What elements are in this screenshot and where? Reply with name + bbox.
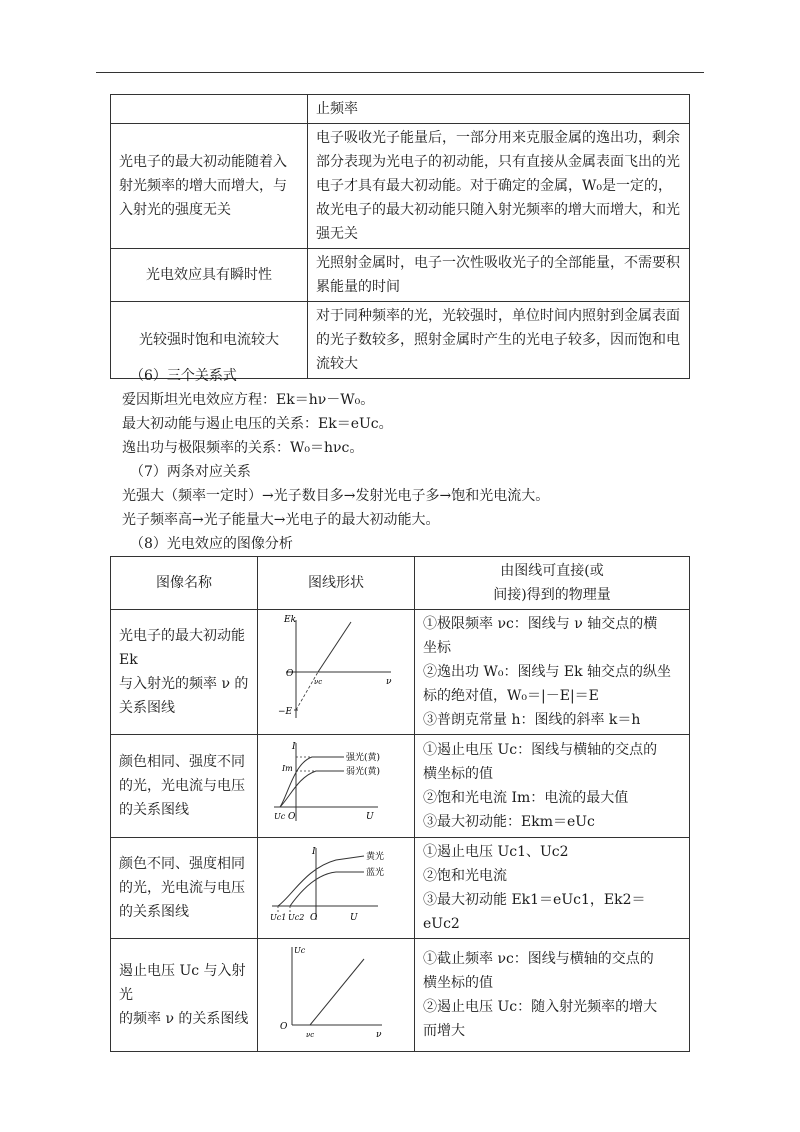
graph-name-line: 颜色不同、强度相同 <box>119 856 245 872</box>
graph-name-line: 光电子的最大初动能 Ek <box>119 628 245 668</box>
graph-cell <box>258 610 415 735</box>
relation-line: 光子频率高→光子能量大→光电子的最大初动能大。 <box>122 512 440 528</box>
quantity-line: ③普朗克常量 h：图线的斜率 k＝h <box>423 712 641 728</box>
section7-title: （7）两条对应关系 <box>130 464 251 480</box>
relation-line: 光强大（频率一定时）→光子数目多→发射光电子多→饱和光电流大。 <box>122 488 550 504</box>
quantity-line: ①遏止电压 Uc1、Uc2 <box>423 844 569 860</box>
weak-light-curve <box>280 771 344 807</box>
graph-cell <box>258 838 415 939</box>
i-u-intensity-graph <box>266 735 406 829</box>
graph-name-cell <box>111 838 258 939</box>
header-rule <box>96 72 704 73</box>
graph-name-line: 的光，光电流与电压 <box>119 778 245 794</box>
quantity-line: ①遏止电压 Uc：图线与横轴的交点的 <box>423 742 658 758</box>
quantity-line: 标的绝对值，W₀＝|－E|＝E <box>423 688 599 704</box>
tick-label: Im <box>282 764 293 773</box>
quantity-line: ②饱和光电流 Im：电流的最大值 <box>423 790 629 806</box>
graph-name-cell <box>111 735 258 838</box>
graph-name-line: 颜色相同、强度不同 <box>119 754 245 770</box>
ek-line <box>318 622 351 672</box>
tick-label: νc <box>306 1031 315 1039</box>
graph-name-line: 与入射光的频率 ν 的 <box>119 676 249 692</box>
origin-label: O <box>310 913 318 923</box>
axis-label: ν <box>376 1030 382 1040</box>
graph-cell <box>258 735 415 838</box>
explanation-table <box>110 94 690 379</box>
quantity-line: ①极限频率 νc：图线与 ν 轴交点的横 <box>423 616 658 632</box>
table1-cell: 光照射金属时，电子一次性吸收光子的全部能量，不需要积累能量的时间 <box>308 249 690 302</box>
legend-label: 弱光(黄) <box>346 767 381 777</box>
legend-label: 蓝光 <box>366 868 385 878</box>
header-graph-name: 图像名称 <box>111 557 258 610</box>
graph-name-line: 的光，光电流与电压 <box>119 880 245 896</box>
quantity-cell <box>415 939 690 1052</box>
uc-line <box>310 959 364 1025</box>
graph-name-cell <box>111 939 258 1052</box>
graph-analysis-table <box>110 556 690 1052</box>
section8-title: （8）光电效应的图像分析 <box>130 536 293 552</box>
equation-line: 最大初动能与遏止电压的关系：Ek＝eUc。 <box>122 416 393 432</box>
quantity-line: 横坐标的值 <box>423 975 493 991</box>
table1-cell: 止频率 <box>308 95 690 124</box>
quantity-line: ①截止频率 νc：图线与横轴的交点的 <box>423 951 654 967</box>
axis-label: U <box>350 913 358 923</box>
equation-line: 爱因斯坦光电效应方程：Ek＝hν－W₀。 <box>122 392 375 408</box>
header-line: 间接)得到的物理量 <box>493 587 611 603</box>
tick-label: νc <box>314 678 323 686</box>
table1-cell: 光电子的最大初动能随着入射光频率的增大而增大，与入射光的强度无关 <box>111 124 308 249</box>
axis-label: Ek <box>284 615 297 625</box>
i-u-color-graph <box>266 842 406 926</box>
axis-label: ν <box>386 677 392 687</box>
origin-label: O <box>286 669 294 679</box>
blue-light-curve <box>290 872 364 906</box>
graph-name-line: 的关系图线 <box>119 904 189 920</box>
graph-name-line: 遏止电压 Uc 与入射光 <box>119 963 246 1003</box>
tick-label: Uc <box>274 812 286 821</box>
graph-name-line: 关系图线 <box>119 700 175 716</box>
quantity-cell <box>415 838 690 939</box>
table1-cell: 光较强时饱和电流较大 <box>111 302 308 379</box>
table1-cell: 电子吸收光子能量后，一部分用来克服金属的逸出功，剩余部分表现为光电子的初动能，只有直接从金属表面飞出的光电子才具有最大初动能。对于确定的金属，W₀是一定的，故光电子的最大初动能只随入射光频率的增大而增大，和光强无关 <box>308 124 690 249</box>
axis-label: U <box>366 812 374 822</box>
quantity-line: 坐标 <box>423 640 451 656</box>
ek-nu-graph <box>266 610 406 726</box>
table1-cell: 光电效应具有瞬时性 <box>111 249 308 302</box>
header-physical-quantity <box>415 557 690 610</box>
quantity-cell <box>415 735 690 838</box>
table1-cell <box>111 95 308 124</box>
uc-nu-graph <box>266 939 406 1043</box>
header-line: 由图线可直接(或 <box>500 563 604 579</box>
quantity-line: 横坐标的值 <box>423 766 493 782</box>
table1-cell: 对于同种频率的光，光较强时，单位时间内照射到金属表面的光子数较多，照射金属时产生的光电子较多，因而饱和电流较大 <box>308 302 690 379</box>
yellow-light-curve <box>278 856 364 906</box>
origin-label: O <box>280 1022 288 1032</box>
quantity-line: ③最大初动能：Ekm＝eUc <box>423 814 595 830</box>
graph-cell <box>258 939 415 1052</box>
header-graph-shape: 图线形状 <box>258 557 415 610</box>
legend-label: 强光(黄) <box>346 753 381 763</box>
quantity-line: ②饱和光电流 <box>423 868 507 884</box>
quantity-line: ②逸出功 W₀：图线与 Ek 轴交点的纵坐 <box>423 664 672 680</box>
graph-name-cell <box>111 610 258 735</box>
quantity-cell <box>415 610 690 735</box>
origin-label: O <box>288 812 296 822</box>
legend-label: 黄光 <box>366 852 385 862</box>
section6-title: （6）三个关系式 <box>130 368 237 384</box>
quantity-line: ③最大初动能 Ek1＝eUc1，Ek2＝eUc2 <box>423 892 646 932</box>
tick-label: Uc2 <box>288 913 305 922</box>
equation-line: 逸出功与极限频率的关系：W₀＝hνc。 <box>122 440 364 456</box>
axis-label: I <box>292 742 296 752</box>
quantity-line: ②遏止电压 Uc：随入射光频率的增大 <box>423 999 658 1015</box>
axis-label: I <box>312 847 316 857</box>
tick-label: Uc1 <box>270 913 287 922</box>
axis-label: Uc <box>294 946 306 955</box>
graph-name-line: 的关系图线 <box>119 802 189 818</box>
graph-name-line: 的频率 ν 的关系图线 <box>119 1011 249 1027</box>
quantity-line: 而增大 <box>423 1023 465 1039</box>
tick-label: −E <box>278 707 293 717</box>
